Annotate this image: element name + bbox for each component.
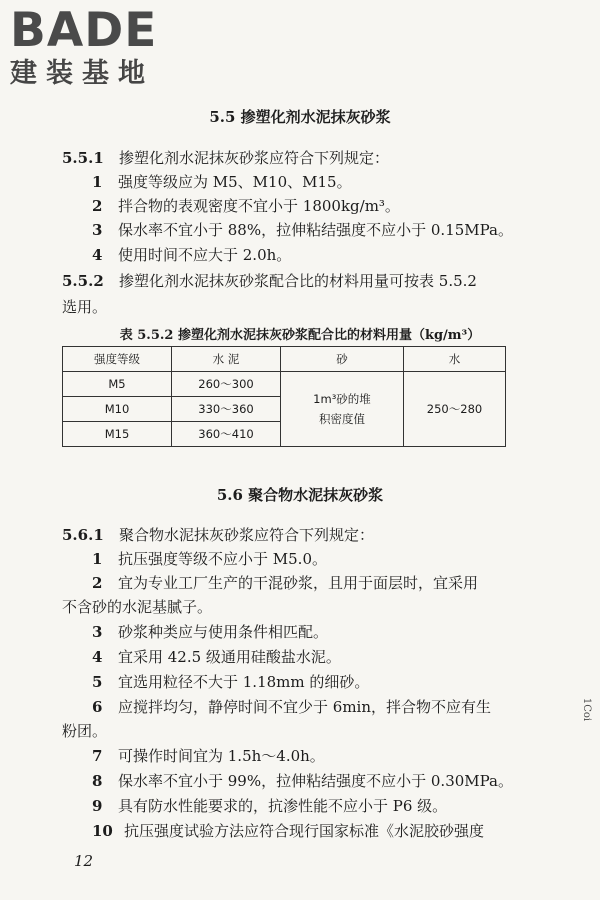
section-5-5-heading: 5.5 掺塑化剂水泥抹灰砂浆	[209, 108, 391, 126]
margin-mark: 1Coi	[581, 697, 593, 722]
item-text: 使用时间不应大于 2.0h。	[118, 246, 292, 264]
cell-cement: 330～360	[172, 397, 281, 422]
header-sand: 砂	[281, 347, 404, 372]
list-item	[92, 696, 491, 717]
header-cement: 水 泥	[172, 347, 281, 372]
section-5-6-heading: 5.6 聚合物水泥抹灰砂浆	[216, 486, 384, 504]
item-number: 1	[92, 550, 103, 568]
clause-number: 5.6.1	[62, 526, 104, 544]
cell-cement: 260～300	[172, 372, 281, 397]
sand-line-2: 积密度值	[319, 412, 365, 426]
item-number: 8	[92, 772, 103, 790]
item-number: 1	[92, 173, 103, 191]
list-item	[92, 795, 447, 816]
list-item	[92, 745, 325, 766]
item-number: 4	[92, 648, 103, 666]
cell-grade: M5	[63, 372, 172, 397]
item-text: 抗压强度试验方法应符合现行国家标准《水泥胶砂强度	[124, 822, 485, 840]
item-text: 宜为专业工厂生产的干混砂浆，且用于面层时，宜采用	[118, 574, 479, 592]
clause-text: 掺塑化剂水泥抹灰砂浆应符合下列规定：	[119, 149, 390, 167]
item-number: 7	[92, 747, 103, 765]
material-table	[62, 346, 506, 447]
list-item	[92, 820, 484, 841]
item-number: 2	[92, 197, 103, 215]
item-number: 2	[92, 574, 103, 592]
cell-cement: 360～410	[172, 422, 281, 447]
item-number: 4	[92, 246, 103, 264]
clause-5-5-1	[62, 147, 389, 168]
logo-wordmark: BADE	[10, 3, 158, 58]
item-number: 6	[92, 698, 103, 716]
list-item	[92, 621, 328, 642]
header-grade: 强度等级	[63, 347, 172, 372]
clause-continuation: 选用。	[62, 298, 108, 316]
item-text: 保水率不宜小于 99%，拉伸粘结强度不应小于 0.30MPa。	[118, 772, 513, 790]
item-text: 抗压强度等级不应小于 M5.0。	[118, 550, 327, 568]
table-header-row	[63, 347, 506, 372]
cell-sand	[281, 372, 404, 447]
item-number: 3	[92, 221, 103, 239]
item-text: 保水率不宜小于 88%，拉伸粘结强度不应小于 0.15MPa。	[118, 221, 513, 239]
item-text: 可操作时间宜为 1.5h～4.0h。	[118, 747, 325, 765]
cell-grade: M10	[63, 397, 172, 422]
list-item	[92, 244, 291, 265]
item-text: 具有防水性能要求的，抗渗性能不应小于 P6 级。	[118, 797, 448, 815]
item-text: 砂浆种类应与使用条件相匹配。	[118, 623, 329, 641]
sand-line-1: 1m³砂的堆	[313, 392, 371, 406]
item-text: 强度等级应为 M5、M10、M15。	[118, 173, 352, 191]
item-text: 粉团。	[62, 722, 108, 740]
clause-text: 聚合物水泥抹灰砂浆应符合下列规定：	[119, 526, 375, 544]
clause-5-5-2	[62, 270, 477, 291]
item-text: 不含砂的水泥基腻子。	[62, 598, 213, 616]
item-number: 9	[92, 797, 103, 815]
clause-number: 5.5.1	[62, 149, 104, 167]
item-number: 3	[92, 623, 103, 641]
list-item	[92, 219, 513, 240]
table-row	[63, 372, 506, 397]
list-item	[92, 671, 369, 692]
clause-number: 5.5.2	[62, 272, 104, 290]
page-number: 12	[74, 852, 94, 870]
list-item-continuation	[62, 720, 107, 741]
list-item	[92, 572, 478, 593]
list-item-continuation	[62, 596, 212, 617]
item-number: 5	[92, 673, 103, 691]
list-item	[92, 770, 513, 791]
cell-grade: M15	[63, 422, 172, 447]
header-water: 水	[404, 347, 506, 372]
item-number: 10	[92, 822, 113, 840]
item-text: 拌合物的表观密度不宜小于 1800kg/m³。	[118, 197, 400, 215]
item-text: 应搅拌均匀，静停时间不宜少于 6min，拌合物不应有生	[118, 698, 491, 716]
item-text: 宜采用 42.5 级通用硅酸盐水泥。	[118, 648, 341, 666]
logo-subtitle: 建装基地	[10, 58, 154, 89]
item-text: 宜选用粒径不大于 1.18mm 的细砂。	[118, 673, 370, 691]
table-caption: 表 5.5.2 掺塑化剂水泥抹灰砂浆配合比的材料用量（kg/m³）	[119, 328, 481, 343]
list-item	[92, 548, 327, 569]
cell-water: 250～280	[404, 372, 506, 447]
list-item	[92, 171, 352, 192]
bade-logo	[10, 3, 175, 90]
clause-5-6-1	[62, 524, 374, 545]
list-item	[92, 195, 400, 216]
clause-text: 掺塑化剂水泥抹灰砂浆配合比的材料用量可按表 5.5.2	[119, 272, 477, 290]
list-item	[92, 646, 341, 667]
